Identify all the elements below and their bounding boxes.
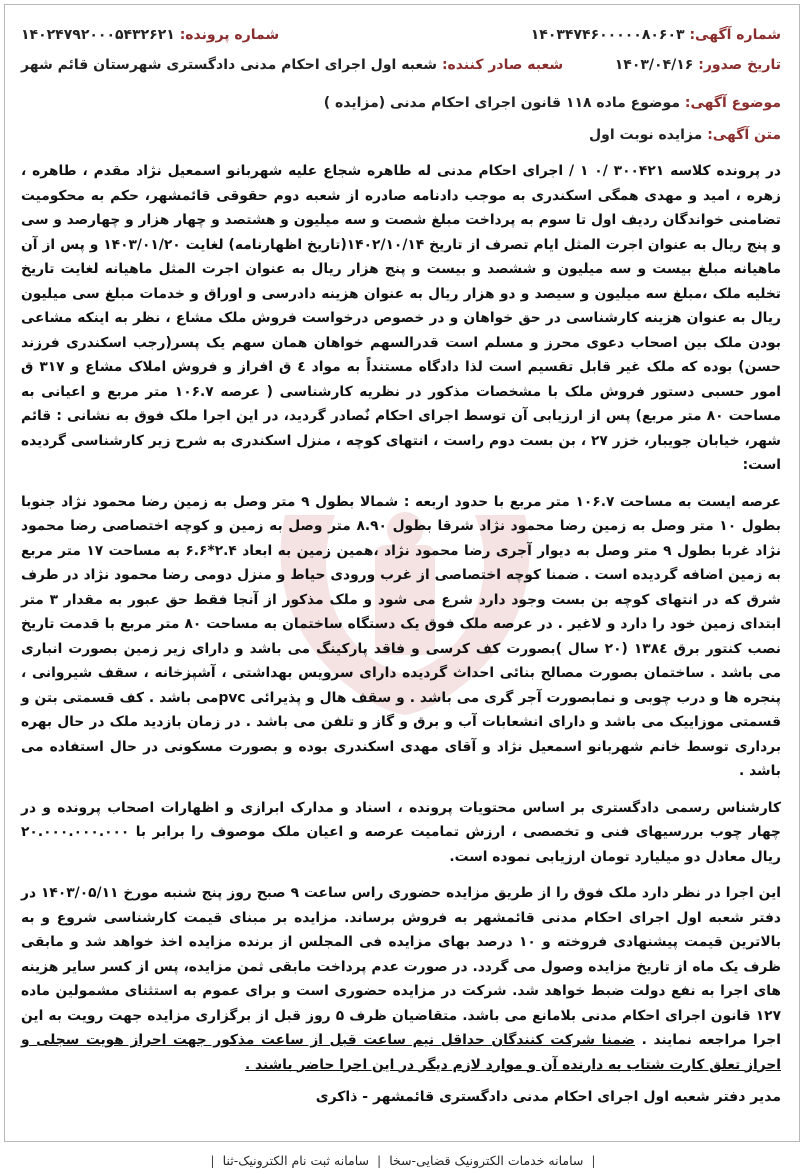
subject-field	[21, 95, 781, 111]
sakha-system-link[interactable]: سامانه خدمات الکترونیک قضایی-سخا	[389, 1152, 584, 1168]
auction-paragraph-underlined: ضمنا شرکت کنندگان حداقل نیم ساعت قبل از ساعت مذکور جهت احراز هویت سجلی و احراز تعلق کارت شتاب به دارنده آن و موارد لازم دیگر در این اجرا حاضر باشند .	[21, 1032, 781, 1073]
bottom-bar: | سامانه خدمات الکترونیک قضایی-سخا | سامانه ثبت نام الکترونیک-ثنا |	[210, 1152, 596, 1168]
issuer-field	[21, 57, 563, 73]
issue-date-value: ۱۴۰۳/۰۴/۱۶	[614, 57, 694, 73]
issue-date-label: تاریخ صدور:	[698, 57, 781, 73]
auction-paragraph-main: این اجرا در نظر دارد ملک فوق را از طریق مزایده حضوری راس ساعت ۹ صبح روز پنج شنبه مورخ ۱۴۰۳/۰۵/۱۱ در دفتر شعبه اول اجرای احکام مدنی قائمشهر به فروش برساند. مزایده بر مبنای قیمت کارشناسی شروع و به بالاترین قیمت پیشنهادی فروخته و ۱۰ درصد بهای مزایده فی المجلس از برنده مزایده اخذ خواهد شد و مابقی ظرف یک ماه از تاریخ مزایده وصول می گردد. در صورت عدم پرداخت مابقی ثمن مزایده، پس از کسر سایر هزینه های اجرا به نفع دولت ضبط خواهد شد. شرکت در مزایده حضوری است و برای عموم به استثنای مشمولین ماده ۱۲۷ قانون اجرای احکام مدنی بلامانع می باشد. متقاضیان ظرف ۵ روز قبل از برگزاری مزایده جهت رویت به این اجرا مراجعه نمایند .	[21, 885, 782, 1048]
issue-date-field	[615, 57, 781, 73]
valuation-paragraph: کارشناس رسمی دادگستری بر اساس محتویات پرونده ، اسناد و مدارک ابرازی و اظهارات اصحاب پرونده و در چهار چوب بررسیهای فنی و تخصصی ، ارزش تمامیت عرصه و اعیان ملک موصوف را برابر با ۲۰.۰۰۰.۰۰۰.۰۰۰ ریال معادل دو میلیارد تومان ارزیابی نموده است.	[21, 799, 781, 865]
subject-label: موضوع آگهی:	[684, 95, 781, 111]
property-description-paragraph: عرصه ایست به مساحت ۱۰۶.۷ متر مربع با حدود اربعه : شمالا بطول ۹ متر وصل به زمین رضا محمود نژاد جنوبا بطول ۱۰ متر وصل به زمین رضا محمود نژاد شرقا بطول ۸.۹۰ متر وصل به زمین و کوچه اختصاصی رضا محمود نژاد غربا بطول ۹ متر وصل به دیوار آجری رضا محمود نژاد ،همین زمین به ابعاد ۲.۴*۶.۶ به مساحت ۱۷ متر مربع به زمین اضافه گردیده است . ضمنا کوچه اختصاصی از غرب ورودی حیاط و منزل دومی رضا محمود نژاد در طرف شرق که در انتهای کوچه بن بست وجود دارد شرع می شود و ملک مذکور از آنجا فقط حق عبور به مقدار ۳ متر ابتدای زمین خود را دارد و لاغیر . در عرصه ملک فوق یک دستگاه ساختمان به مساحت ۸۰ متر مربع با قدمت تاریخ نصب کنتور برق ۱۳۸٤ (۲۰ سال )بصورت کف کرسی و فاقد پارکینگ می باشد و دارای زیر زمین بصورت انباری می باشد . ساختمان بصورت مصالح بنائی احداث گردیده دارای سرویس بهداشتی ، آشپزخانه ، سقف شیروانی ، پنجره ها و درب چوبی و نمابصورت آجر گری می باشد . و سقف هال و پذیرائی pvcمی باشد . کف قسمتی بتن و قسمتی موزاییک می باشد و دارای انشعابات آب و برق و گاز و تلفن می باشد . در زمان بازدید ملک در حال بهره برداری توسط خانم شهربانو اسمعیل نژاد و آقای مهدی اسکندری بوده و بصورت مسکونی در حال استفاده می باشد .	[21, 493, 782, 779]
case-number-field	[21, 27, 279, 43]
document-frame	[4, 4, 800, 1142]
text-heading-value: مزایده نوبت اول	[589, 127, 703, 143]
case-number-label: شماره پرونده:	[179, 27, 280, 43]
notice-number-value: ۱۴۰۳۴۷۴۶۰۰۰۰۰۸۰۶۰۳	[530, 27, 685, 43]
subject-value: موضوع ماده ۱۱۸ قانون اجرای احکام مدنی (مزایده )	[323, 95, 680, 111]
text-heading-field	[21, 127, 781, 143]
auction-paragraph	[21, 881, 781, 1077]
case-number-value: ۱۴۰۲۴۷۹۲۰۰۰۵۴۳۲۶۲۱	[21, 27, 175, 43]
text-heading-label: متن آگهی:	[707, 127, 781, 143]
issuer-value: شعبه اول اجرای احکام مدنی دادگستری شهرستان قائم شهر	[21, 57, 438, 73]
notice-number-field	[531, 27, 781, 43]
notice-number-label: شماره آگهی:	[689, 27, 781, 43]
issuer-label: شعبه صادر کننده:	[441, 57, 564, 73]
header-row-2	[21, 57, 781, 73]
case-description-paragraph: در پرونده کلاسه ۳۰۰۴۲۱ /۰ ۱ / اجرای احکام مدنی له طاهره شجاع علیه شهربانو اسمعیل نژاد مقدم ، طاهره ، زهره ، امید و مهدی همگی اسکندری به موجب دادنامه صادره از شعبه دوم حقوقی قائمشهر، حکم به محکومیت تضامنی خواندگان ردیف اول تا سوم به پرداخت مبلغ شصت و سه میلیون و هشتصد و چهار هزار و چهارصد و سی و پنج ریال به عنوان اجرت المثل ایام تصرف از تاریخ ۱۴۰۲/۱۰/۱۴(تاریخ اظهارنامه) لغایت ۱۴۰۳/۰۱/۲۰ و پس از آن ماهیانه مبلغ بیست و سه میلیون و ششصد و بیست و پنج هزار ریال به عنوان اجرت المثل ماهیانه لغایت تاریخ تخلیه ملک ،مبلغ سه میلیون و سیصد و دو هزار ریال به عنوان هزینه دادرسی و اوراق و خدمات مبلغ سی میلیون ریال به عنوان هزینه کارشناسی در حق خواهان و در خصوص درخواست فروش ملک مشاع ، نظر به اینکه مشاعی بودن ملک بین اصحاب دعوی محرز و مسلم است قدرالسهم خواهان همان سهم یک پسر(رجب اسکندری فرزند حسن) بوده که ملک غیر قابل تقسیم است لذا دادگاه مستنداً به مواد ٤ ق افراز و فروش املاک مشاع و ۳۱۷ ق امور حسبی دستور فروش ملک با مشخصات مذکور در نظریه کارشناسی ( عرصه ۱۰۶.۷ متر مربع و اعیانی به مساحت ۸۰ متر مربع) پس از ارزیابی آن توسط اجرای احکام نٌصادر گردید، در این اجرا ملک فوق به نشانی : قائم شهر، خیابان جویبار، خزر ۲۷ ، بن بست دوم راست ، انتهای کوچه ، منزل اسکندری به شرح زیر کارشناسی گردیده است:	[21, 163, 782, 473]
header-row-1	[21, 27, 781, 43]
sana-system-link[interactable]: سامانه ثبت نام الکترونیک-ثنا	[222, 1152, 369, 1168]
signature-line: مدیر دفتر شعبه اول اجرای احکام مدنی دادگستری قائمشهر - ذاکری	[315, 1089, 781, 1105]
